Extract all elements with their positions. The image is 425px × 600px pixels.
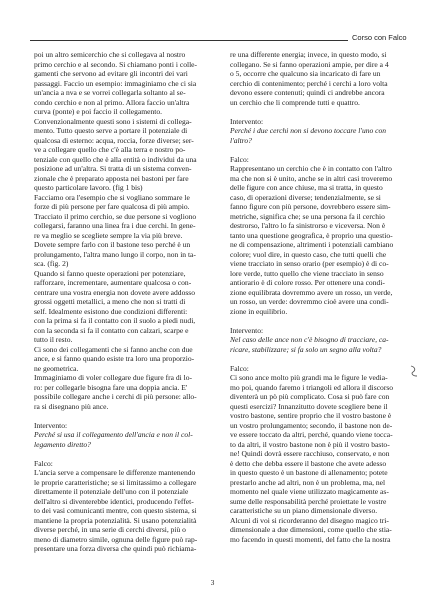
handwritten-margin-mark [409,364,419,378]
text-line: to da altri, il vostro bastone non è più il vostro basto- [230,439,390,449]
text-line: Rappresentano un cerchio che è in contatto con l'altro [230,164,392,173]
text-line: presentare una forza diversa che quindi può richiama- [34,544,197,553]
text-line: caso, di operazioni diverse; tendenzialmente, se si [230,192,381,202]
text-line: devono essere contenuti; quindi ci andrebbe ancora [230,88,385,97]
text-line: gamenti che servono ad evitare gli incontri dei vari [34,69,188,78]
text-line: to dei vasi comunicanti mentre, con questo sistema, si [34,506,197,515]
paragraph-spacer [230,316,408,326]
text-line: ne di compensazione, altrimenti i potenziali cambiano [230,240,394,249]
text-line: Perché si usa il collegamento dell'ancia e non il col- [34,430,193,439]
text-line: ra si disegnano più ance. [34,401,109,411]
text-line: mo poi, quando faremo i triangoli ed allora il discorso [230,382,394,392]
text-line: L'ancia serve a compensare le differenze mantenendo [34,468,196,477]
text-line: o 5, occorre che qualcuno sia incaricato di fare un [230,69,381,78]
text-line: ma che non si è unito, anche se in altri casi troveremo [230,173,393,183]
text-line: Quando si fanno queste operazioni per potenziare, [34,268,186,278]
text-line: collegarsi, faranno una linea fra i due cerchi. In gene- [34,221,196,230]
text-line: antiorario è di colore rosso. Per ottenere una condi- [230,278,385,287]
paragraph-spacer [230,107,408,117]
text-line: prestarlo anche ad altri, non è un problema, ma, nel [230,477,386,487]
text-line: Alcuni di voi si ricorderanno del disegno magico tri- [230,515,389,525]
text-line: un cerchio che li comprende tutti e quattro. [230,97,360,107]
text-line: cerchio di contenimento; perché i cerchi a loro volta [230,78,388,88]
text-line: zione in equilibrio. [230,306,288,316]
text-line: Ci sono dei collegamenti che si fanno anche con due [34,344,193,354]
text-line: ne geometrica. [34,363,79,373]
text-line: grossi oggetti metallici, a meno che non si tratti di [34,297,186,306]
text-line: posizione ad un'altra. Si tratta di un sistema conven- [34,164,192,173]
text-line: ne! Quindi dovrà essere racchiuso, conservato, e non [230,449,390,458]
running-header: Corso con Falco [352,33,407,42]
text-line: diventerà un pò più complicato. Cosa si può fare con [230,392,390,401]
text-line: curva (ponte) e poi faccio il collegamento. [34,107,163,116]
text-line: mento. Tutto questo serve a portare il potenziale di [34,126,188,135]
text-line: diverse perché, in una serie di cerchi diversi, più o [34,525,186,534]
text-line: prolungamento, l'altra mano lungo il corpo, non in ta- [34,249,196,259]
paragraph-spacer [230,145,408,155]
text-line: Tracciato il primo cerchio, se due persone si vogliono [34,211,197,221]
text-line: Falco: [230,154,249,164]
text-line: Nel caso delle ance non c'è bisogno di tracciare, ca- [230,335,389,344]
text-line: un rosso, un verde: dovremmo cioè avere una condi- [230,297,389,306]
text-line: metriche, significa che; se una persona fa il cerchio [230,211,385,221]
text-line: in questo questo è un bastone di allenamento; potete [230,468,388,477]
text-line: ricare, stabilizzare; si fa solo un segno alla volta? [230,344,382,354]
text-line: mo facendo in questi momenti, del fatto che la nostra [230,534,391,544]
paragraph-spacer [230,354,408,364]
text-line: tenziale con quello che è alla entità o individui da una [34,154,197,164]
text-line: passaggi. Faccio un esempio: immaginiamo che ci sia [34,78,197,88]
text-line: l'altro? [230,135,252,145]
header-rule [30,40,348,41]
text-line: Falco: [230,363,249,373]
text-line: tanto una questione geografica, è proprio una questio- [230,230,393,240]
text-line: rafforzare, incrementare, aumentare qualcosa o con- [34,278,192,287]
text-line: con la prima si fa il contatto con il suolo a piedi nudi, [34,316,196,325]
left-column [34,50,214,554]
text-line: vostro bastone, sentire proprio che il vostro bastone è [230,411,392,420]
text-line: momento nel quale viene utilizzato magicamente as- [230,487,389,496]
text-line: ance, e si fanno quando esiste tra loro una proporzio- [34,354,195,363]
text-line: delle figure con ance chiuse, ma si tratta, in questo [230,183,383,192]
text-line: caratteristiche su un piano dimensionale diverso. [230,506,378,515]
text-line: mantiene la propria potenzialità. Si usano potenzialità [34,515,197,525]
paragraph-spacer [34,411,214,421]
text-line: lore verde, tutto quello che viene tracciato in senso [230,268,384,278]
text-line: dimensionale a due dimensioni, come quello che stia- [230,525,392,534]
text-line: un vostro prolungamento; secondo, il bastone non de- [230,420,393,430]
text-line: viene tracciato in senso orario (per esempio) è di co- [230,259,389,268]
text-line: Ci sono ance molto più grandi ma le figure le vedia- [230,373,388,382]
text-line: forze di più persone per fare qualcosa di più ampio. [34,202,190,211]
text-line: re va meglio se scegliete sempre la via più breve. [34,230,183,240]
text-line: primo cerchio e al secondo. Si chiamano ponti i colle- [34,59,198,69]
text-line: direttamente il potenziale dell'uno con il potenziale [34,487,189,496]
text-line: possibile collegare anche i cerchi di più persone: allo- [34,392,197,401]
text-line: ve essere toccato da altri, perché, quando viene tocca- [230,430,393,439]
text-line: Perché i due cerchi non si devono toccare l'uno con [230,126,387,135]
text-line: questi esercizi? Innanzitutto dovete scegliere bene il [230,401,388,411]
text-line: Dovete sempre farlo con il bastone teso perché è un [34,240,191,249]
text-line: re una differente energia; invece, in questo modo, si [230,50,387,59]
text-line: sume delle responsabilità perché proiettate le vostre [230,496,387,506]
text-line: condo cerchio e non al primo. Allora faccio un'altra [34,97,190,107]
text-line: Falco: [34,458,53,468]
text-line: zionale che è preparato apposta nei bastoni per fare [34,173,189,183]
text-line: meno di diametro simile, ognuna delle figure può rap- [34,534,198,544]
text-line: colore; vuol dire, in questo caso, che tutti quelli che [230,249,387,259]
text-line: dell'altro si diventerebbe identici, producendo l'effet- [34,496,194,506]
text-line: Intervento: [34,420,68,430]
text-line: è detto che debba essere il bastone che avete adesso [230,458,387,468]
text-line: collegano. Se si fanno operazioni ampie, per dire a 4 [230,59,389,69]
text-line: sca. (fig. 2) [34,259,69,268]
text-line: Convenzionalmente questi sono i sistemi di collega- [34,116,192,126]
text-line: le proprie caratteristiche; se si limitassimo a collegare [34,477,197,487]
text-line: qualcosa di esterno: acqua, roccia, forze diverse; ser- [34,135,194,145]
text-line: Intervento: [230,116,264,126]
text-line: Immaginiamo di voler collegare due figure fra di lo- [34,373,193,382]
text-line: ve a collegare quello che c'è alla terra e nostro po- [34,145,186,154]
text-line: un'ancia a nva e se vorrei collegarla soltanto al se- [34,88,186,97]
text-line: tutto il resto. [34,335,73,344]
text-line: poi un altro semicerchio che si collegava al nostro [34,50,186,59]
text-line: fanno figure con più persone, dovrebbero essere sim- [230,202,391,211]
text-line: questo particolare lavoro. (fig 1 bis) [34,183,143,192]
text-line: ro: per collegarle bisogna fare una doppia ancia. E' [34,382,188,392]
paragraph-spacer [34,449,214,459]
text-line: zione equilibrata dovremmo avere un rosso, un verde, [230,287,393,297]
page-number: 3 [210,578,215,587]
right-column [230,50,408,544]
text-line: self. Idealmente esistono due condizioni differenti: [34,306,188,316]
text-line: centrare una vostra energia non dovete avere addosso [34,287,196,297]
text-line: Intervento: [230,325,264,335]
text-line: Facciamo ora l'esempio che si vogliano sommare le [34,192,190,202]
text-line: destrorso, l'altro lo fa sinistrorso e viceversa. Non è [230,221,386,230]
text-line: con la seconda si fa il contatto con calzari, scarpe e [34,325,189,335]
text-line: legamento diretto? [34,439,91,449]
